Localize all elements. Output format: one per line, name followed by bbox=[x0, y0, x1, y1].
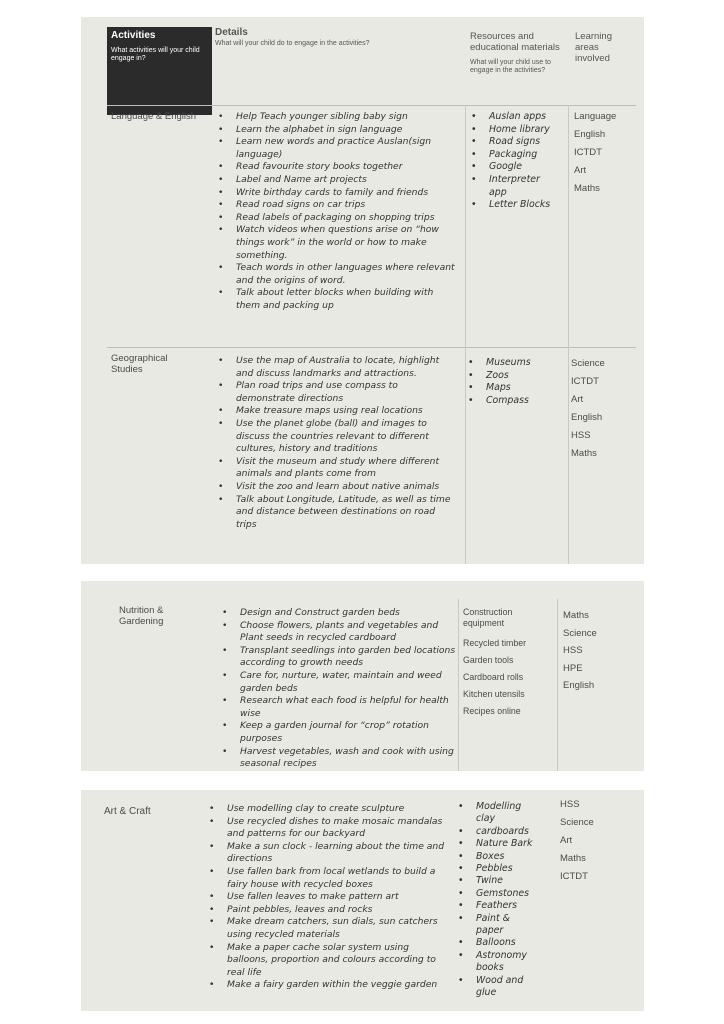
resource-item: • Feathers bbox=[458, 900, 546, 912]
column-divider bbox=[458, 599, 459, 771]
resource-item: • Astronomy books bbox=[458, 950, 531, 975]
details-list-geography bbox=[218, 355, 458, 531]
header-learning-title: Learning areas involved bbox=[575, 31, 612, 64]
resource-item: • Compass bbox=[468, 395, 563, 408]
resource-item: • Pebbles bbox=[458, 863, 546, 875]
area-item: Art bbox=[574, 165, 587, 176]
detail-item: • Read favourite story books together bbox=[218, 161, 458, 174]
section-title-geography: Geographical Studies bbox=[111, 353, 168, 375]
area-item: English bbox=[563, 680, 595, 691]
header-activities bbox=[107, 27, 212, 115]
header-details bbox=[215, 27, 465, 115]
detail-item: • Use modelling clay to create sculpture bbox=[209, 803, 449, 816]
area-item: Art bbox=[571, 394, 584, 405]
detail-item: • Write birthday cards to family and friends bbox=[218, 187, 458, 200]
detail-item: • Talk about letter blocks when building with them and packing up bbox=[218, 287, 458, 312]
area-item: HPE bbox=[563, 662, 583, 674]
area-item: ICTDT bbox=[560, 871, 588, 882]
area-item: Maths bbox=[560, 853, 586, 864]
resource-item: • Paint & paper bbox=[458, 913, 526, 938]
detail-item: • Help Teach younger sibling baby sign bbox=[218, 111, 458, 124]
area-item: HSS bbox=[571, 430, 591, 441]
area-item: ICTDT bbox=[571, 376, 599, 387]
detail-item: • Design and Construct garden beds bbox=[222, 607, 458, 620]
area-item: Language bbox=[574, 111, 617, 122]
area-item: Science bbox=[571, 358, 605, 369]
column-divider bbox=[568, 105, 569, 564]
detail-item: • Use the planet globe (ball) and images to discuss the countries relevant to different cultures, history and traditions bbox=[218, 418, 458, 456]
resource-item: Cardboard rolls bbox=[463, 672, 524, 682]
detail-item: • Make a sun clock - learning about the time and directions bbox=[209, 841, 449, 866]
detail-item: • Make dream catchers, sun dials, sun catchers using recycled materials bbox=[209, 916, 449, 941]
detail-item: • Read road signs on car trips bbox=[218, 199, 458, 212]
resource-item: • Gemstones bbox=[458, 888, 546, 900]
resource-item: • Modelling clay bbox=[458, 801, 526, 826]
resource-item: • Museums bbox=[468, 357, 563, 370]
resource-item: • Boxes bbox=[458, 851, 546, 863]
detail-item: • Label and Name art projects bbox=[218, 174, 458, 187]
detail-item: • Transplant seedlings into garden bed locations according to growth needs bbox=[222, 645, 458, 670]
resources-list-nutrition bbox=[463, 607, 553, 720]
detail-item: • Visit the zoo and learn about native animals bbox=[218, 481, 458, 494]
area-item: Maths bbox=[563, 610, 589, 621]
resource-item: • Wood and glue bbox=[458, 975, 531, 1000]
detail-item: • Use fallen bark from local wetlands to build a fairy house with recycled boxes bbox=[209, 866, 449, 891]
area-item: Maths bbox=[574, 183, 600, 194]
detail-item: • Make a fairy garden within the veggie garden bbox=[209, 979, 449, 992]
resource-item: • Nature Bark bbox=[458, 838, 546, 850]
detail-item: • Keep a garden journal for “crop” rotation purposes bbox=[222, 720, 458, 745]
detail-item: • Use fallen leaves to make pattern art bbox=[209, 891, 449, 904]
area-item: Art bbox=[560, 835, 573, 846]
detail-item: • Teach words in other languages where relevant and the origins of word. bbox=[218, 262, 458, 287]
areas-list-language bbox=[574, 108, 616, 198]
section-title-language: Language & English bbox=[111, 111, 197, 122]
area-item: HSS bbox=[560, 799, 580, 810]
details-list-nutrition bbox=[222, 607, 458, 771]
detail-item: • Talk about Longitude, Latitude, as well as time and distance between destinations on road trips bbox=[218, 494, 458, 532]
resources-list-language bbox=[471, 111, 566, 212]
header-activities-sub: What activities will your child engage in? bbox=[111, 47, 200, 62]
areas-list-art bbox=[560, 796, 594, 886]
area-item: HSS bbox=[563, 645, 583, 656]
resource-item: • Maps bbox=[468, 382, 563, 395]
resource-item: • Auslan apps bbox=[471, 111, 566, 124]
header-resources-title: Resources and educational materials bbox=[470, 31, 560, 53]
detail-item: • Use recycled dishes to make mosaic mandalas and patterns for our backyard bbox=[209, 816, 449, 841]
resource-item: Garden tools bbox=[463, 655, 514, 665]
resource-item: Recycled timber bbox=[463, 638, 527, 648]
detail-item: • Research what each food is helpful for health wise bbox=[222, 695, 458, 720]
resource-item: • Balloons bbox=[458, 937, 546, 949]
resource-item: Kitchen utensils bbox=[463, 689, 525, 699]
resource-item: • Interpreter app bbox=[471, 174, 551, 199]
header-activities-title: Activities bbox=[111, 30, 156, 41]
detail-item: • Care for, nurture, water, maintain and weed garden beds bbox=[222, 670, 458, 695]
area-item: Science bbox=[560, 817, 594, 828]
row-divider bbox=[107, 105, 636, 106]
detail-item: • Paint pebbles, leaves and rocks bbox=[209, 904, 449, 917]
detail-item: • Plan road trips and use compass to demonstrate directions bbox=[218, 380, 458, 405]
resource-item: • Letter Blocks bbox=[471, 199, 566, 212]
detail-item: • Choose flowers, plants and vegetables and Plant seeds in recycled cardboard bbox=[222, 620, 458, 645]
area-item: Science bbox=[563, 627, 597, 639]
resources-list-art bbox=[458, 801, 546, 1000]
row-divider bbox=[107, 347, 636, 348]
detail-item: • Watch videos when questions arise on “how things work” in the world or how to make something. bbox=[218, 224, 458, 262]
area-item: ICTDT bbox=[574, 147, 602, 158]
resource-item: • Packaging bbox=[471, 149, 566, 162]
resource-item: • Zoos bbox=[468, 370, 563, 383]
area-item: Maths bbox=[571, 448, 597, 459]
photo-page-2 bbox=[81, 581, 644, 771]
section-title-nutrition: Nutrition & Gardening bbox=[119, 605, 164, 627]
resource-item: • cardboards bbox=[458, 826, 546, 838]
detail-item: • Make a paper cache solar system using balloons, proportion and colours according to real life bbox=[209, 942, 449, 980]
resource-item: • Google bbox=[471, 161, 566, 174]
detail-item: • Learn new words and practice Auslan(sign language) bbox=[218, 136, 458, 161]
header-resources-sub: What will your child use to engage in the activities? bbox=[470, 59, 551, 74]
detail-item: • Harvest vegetables, wash and cook with using seasonal recipes bbox=[222, 746, 458, 771]
detail-item: • Read labels of packaging on shopping trips bbox=[218, 212, 458, 225]
area-item: English bbox=[574, 129, 606, 140]
section-title-art: Art & Craft bbox=[104, 806, 151, 817]
header-details-title: Details bbox=[215, 27, 248, 38]
resource-item: Construction equipment bbox=[463, 607, 513, 628]
detail-item: • Learn the alphabet in sign language bbox=[218, 124, 458, 137]
details-list-language bbox=[218, 111, 458, 313]
area-item: English bbox=[571, 412, 603, 423]
resource-item: Recipes online bbox=[463, 706, 521, 716]
detail-item: • Make treasure maps using real locations bbox=[218, 405, 458, 418]
photo-page-3 bbox=[81, 790, 644, 1011]
detail-item: • Visit the museum and study where different animals and plants come from bbox=[218, 456, 458, 481]
photo-page-1 bbox=[81, 17, 644, 564]
resource-item: • Twine bbox=[458, 875, 546, 887]
column-divider bbox=[465, 105, 466, 564]
resource-item: • Road signs bbox=[471, 136, 566, 149]
header-details-sub: What will your child do to engage in the activities? bbox=[215, 40, 370, 47]
details-list-art bbox=[209, 803, 449, 992]
areas-list-nutrition bbox=[563, 607, 597, 695]
areas-list-geography bbox=[571, 355, 605, 463]
resources-list-geography bbox=[468, 357, 563, 407]
resource-item: • Home library bbox=[471, 124, 566, 137]
column-divider bbox=[557, 599, 558, 771]
detail-item: • Use the map of Australia to locate, highlight and discuss landmarks and attractions. bbox=[218, 355, 458, 380]
